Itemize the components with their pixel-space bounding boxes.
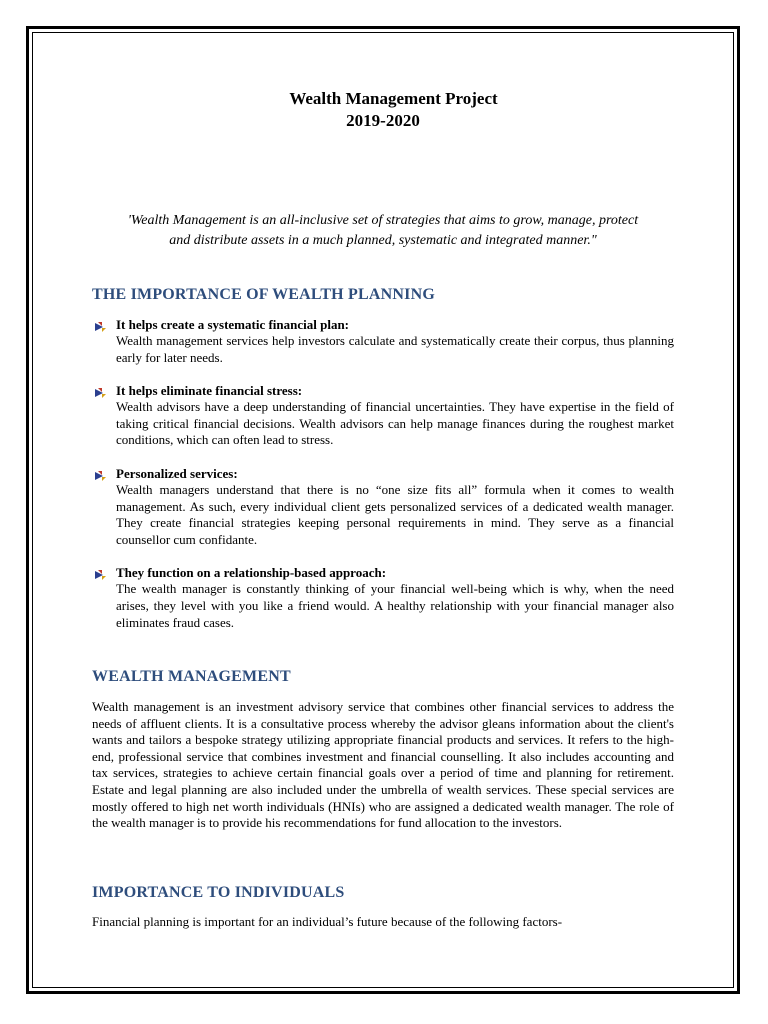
title-line-1: Wealth Management Project	[289, 89, 498, 108]
bullet-body: The wealth manager is constantly thinking of your financial well-being which is why, when the need arises, they level with you like a friend would. A healthy relationship with your financial manager also eliminates fraud cases.	[116, 581, 674, 630]
bullet-title: It helps eliminate financial stress:	[116, 383, 303, 399]
title-line-2: 2019-2020	[346, 111, 420, 130]
bullet-item	[92, 466, 674, 548]
bullet-title: They function on a relationship-based approach:	[116, 565, 387, 581]
bullet-body: Wealth management services help investors calculate and systematically create their corpus, thus planning early for later needs.	[116, 333, 674, 365]
arrow-bullet-icon	[94, 321, 108, 333]
bullet-title: It helps create a systematic financial plan:	[116, 317, 350, 332]
bullet-body: Wealth managers understand that there is no “one size fits all” formula when it comes to wealth management. As such, every individual client gets personalized services of a dedicated wealth manager. They create financial strategies keeping personal requirements in mind. They serve as a financial counsellor cum confidante.	[116, 481, 674, 547]
bullet-body: Wealth advisors have a deep understanding of financial uncertainties. They have expertise in the field of taking critical financial decisions. Wealth advisors can help manage finances during the roughest market conditions, which can often lead to stress.	[116, 399, 674, 448]
heading-importance-of-wealth-planning: THE IMPORTANCE OF WEALTH PLANNING	[92, 286, 435, 303]
arrow-bullet-icon	[94, 569, 108, 581]
importance-bullet-list	[92, 317, 674, 648]
bullet-item	[92, 383, 674, 449]
bullet-item	[92, 317, 674, 366]
heading-importance-to-individuals: IMPORTANCE TO INDIVIDUALS	[92, 884, 345, 901]
document-title	[92, 88, 674, 132]
bullet-item	[92, 565, 674, 631]
quote-line-2: and distribute assets in a much planned, systematic and integrated manner."	[169, 233, 597, 248]
arrow-bullet-icon	[94, 387, 108, 399]
definition-quote	[92, 211, 674, 251]
arrow-bullet-icon	[94, 470, 108, 482]
wealth-management-paragraph: Wealth management is an investment advisory service that combines other financial services to address the needs of affluent clients. It is a consultative process whereby the advisor gleans information about the client's wants and tailors a bespoke strategy utilizing appropriate financial products and services. It refers to the high-end, professional service that combines investment and financial counselling. It also includes accounting and tax services, strategies to achieve certain financial goals over a period of time and planning for retirement. Estate and legal planning are also included under the umbrella of wealth services. These special services are mostly offered to high net worth individuals (HNIs) who are assigned a dedicated wealth manager. The role of the wealth manager is to provide his recommendations for fund allocation to the investors.	[92, 699, 674, 831]
quote-line-1: 'Wealth Management is an all-inclusive set of strategies that aims to grow, manage, protect	[127, 213, 639, 228]
bullet-title: Personalized services:	[116, 465, 238, 481]
individuals-paragraph: Financial planning is important for an individual’s future because of the following factors-	[92, 914, 563, 929]
heading-wealth-management: WEALTH MANAGEMENT	[92, 668, 291, 685]
